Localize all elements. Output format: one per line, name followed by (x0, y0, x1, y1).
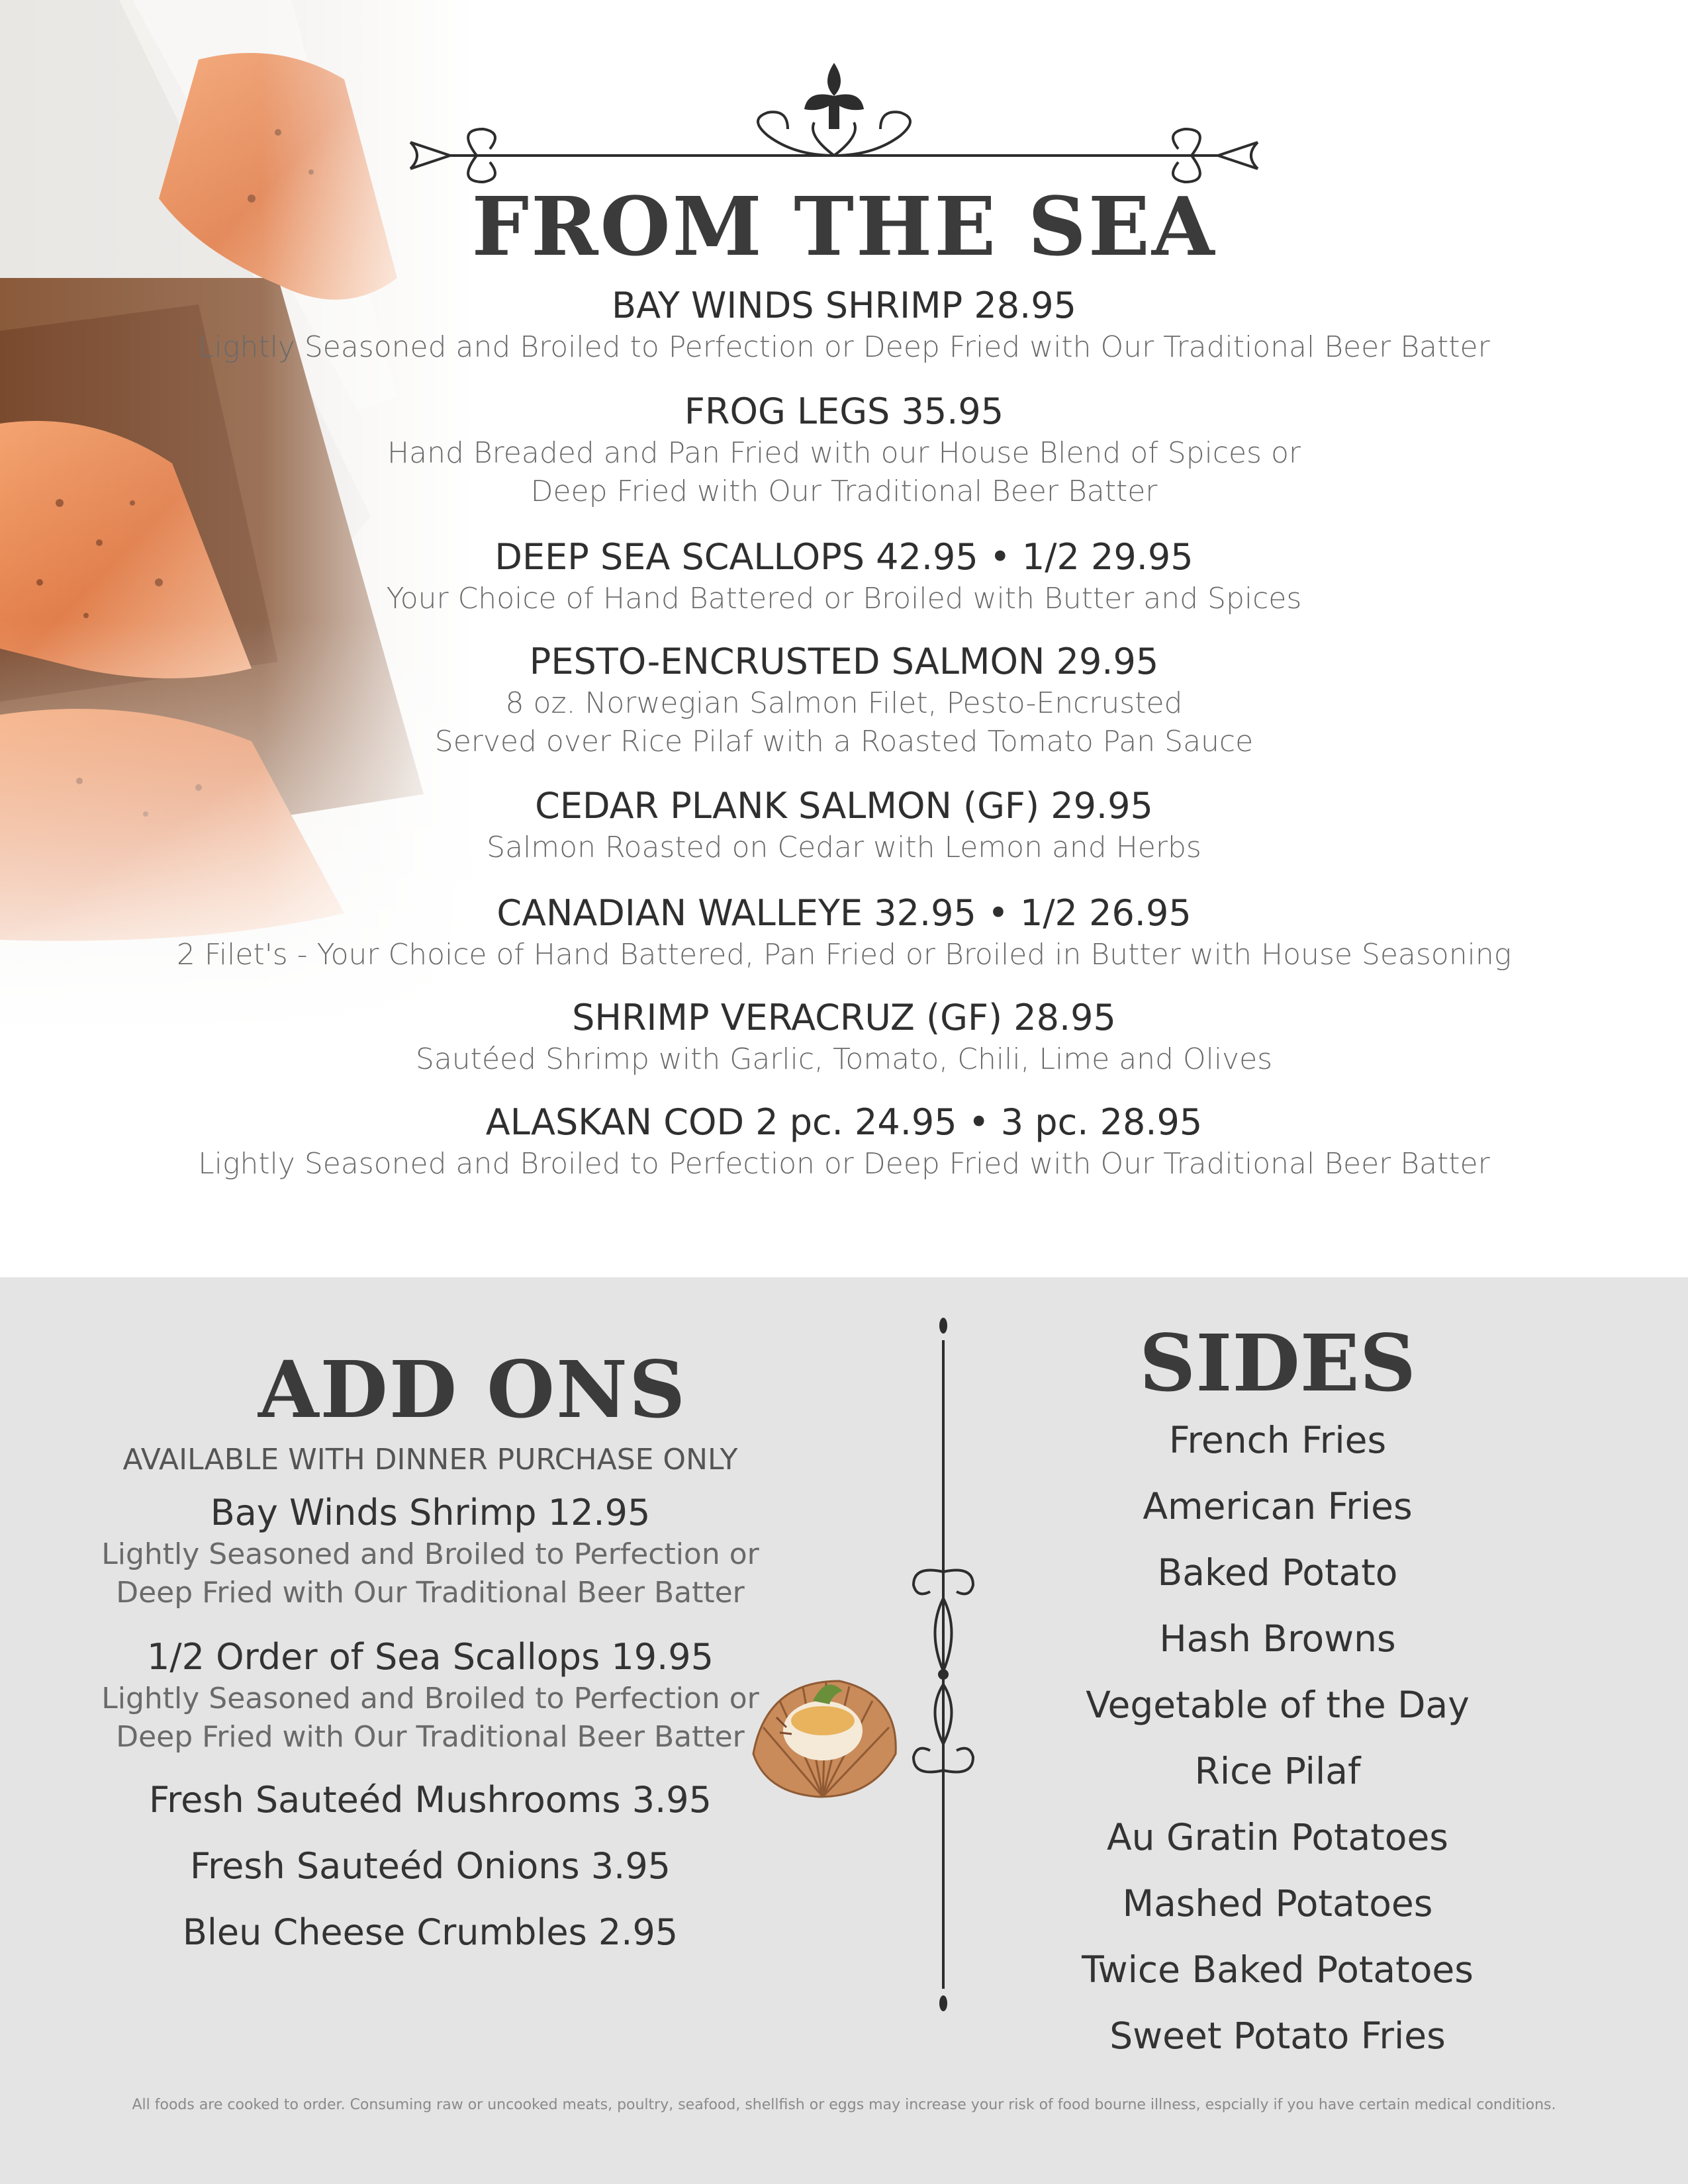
menu-item-description: Salmon Roasted on Cedar with Lemon and Herbs (487, 831, 1201, 864)
menu-item-description: Your Choice of Hand Battered or Broiled with Butter and Spices (386, 582, 1302, 615)
side-item: Rice Pilaf (1194, 1750, 1361, 1792)
section-title-from-the-sea: FROM THE SEA (471, 179, 1217, 274)
section-title-sides: SIDES (1139, 1317, 1416, 1409)
menu-item-description: Lightly Seasoned and Broiled to Perfection or Deep Fried with Our Traditional Beer Batter (198, 330, 1490, 364)
add-on-description: Deep Fried with Our Traditional Beer Batter (116, 1576, 745, 1610)
menu-item-name: FROG LEGS 35.95 (684, 390, 1004, 432)
add-on-name: Fresh Sauteéd Onions 3.95 (189, 1845, 671, 1887)
menu-item (165, 1100, 1523, 1183)
menu-item-name: CANADIAN WALLEYE 32.95 • 1/2 26.95 (496, 892, 1192, 934)
add-on-item (86, 1910, 774, 1955)
menu-item-name: SHRIMP VERACRUZ (GF) 28.95 (572, 997, 1116, 1038)
add-on-name: Bleu Cheese Crumbles 2.95 (182, 1911, 679, 1953)
menu-item-name: DEEP SEA SCALLOPS 42.95 • 1/2 29.95 (494, 536, 1194, 578)
menu-item-description: Lightly Seasoned and Broiled to Perfection or Deep Fried with Our Traditional Beer Batter (198, 1147, 1490, 1181)
menu-item-name: ALASKAN COD 2 pc. 24.95 • 3 pc. 28.95 (485, 1101, 1203, 1143)
menu-item (165, 535, 1523, 618)
side-item: American Fries (1143, 1485, 1413, 1527)
menu-item-description: Served over Rice Pilaf with a Roasted Tomato Pan Sauce (434, 725, 1254, 758)
menu-item-name: CEDAR PLANK SALMON (GF) 29.95 (535, 785, 1153, 827)
menu-item-description: Hand Breaded and Pan Fried with our House Blend of Spices or (387, 436, 1301, 470)
side-item: Hash Browns (1159, 1617, 1396, 1660)
side-item: Mashed Potatoes (1122, 1882, 1433, 1925)
scallop-image (740, 1655, 906, 1807)
side-item: Twice Baked Potatoes (1082, 1948, 1474, 1991)
menu-item-name: PESTO-ENCRUSTED SALMON 29.95 (529, 641, 1159, 682)
ornamental-divider (887, 1314, 1000, 2015)
add-on-description: Lightly Seasoned and Broiled to Perfection or (101, 1537, 759, 1571)
side-item: Vegetable of the Day (1086, 1684, 1470, 1726)
menu-item (165, 283, 1523, 367)
menu-item (165, 639, 1523, 761)
add-on-item (86, 1844, 774, 1889)
add-on-name: Bay Winds Shrimp 12.95 (210, 1492, 651, 1533)
menu-item-name: BAY WINDS SHRIMP 28.95 (612, 285, 1076, 326)
add-on-item (86, 1635, 774, 1756)
side-item: Au Gratin Potatoes (1107, 1816, 1448, 1858)
section-title-add-ons: ADD ONS (258, 1343, 687, 1435)
add-on-item (86, 1778, 774, 1823)
menu-item (165, 784, 1523, 867)
side-item: French Fries (1168, 1419, 1387, 1461)
add-on-name: Fresh Sauteéd Mushrooms 3.95 (149, 1779, 712, 1821)
menu-item-description: 2 Filet's - Your Choice of Hand Battered, Pan Fried or Broiled in Butter with House Seasoning (176, 938, 1512, 972)
menu-item-description: 8 oz. Norwegian Salmon Filet, Pesto-Encrusted (505, 686, 1183, 720)
add-on-description: Deep Fried with Our Traditional Beer Batter (116, 1720, 745, 1754)
add-on-item (86, 1490, 774, 1612)
menu-item (165, 891, 1523, 974)
add-on-name: 1/2 Order of Sea Scallops 19.95 (147, 1636, 714, 1678)
menu-item (165, 389, 1523, 511)
side-item: Sweet Potato Fries (1109, 2015, 1446, 2057)
add-on-description: Lightly Seasoned and Broiled to Perfection or (101, 1682, 759, 1715)
menu-item-description: Sautéed Shrimp with Garlic, Tomato, Chili, Lime and Olives (415, 1042, 1273, 1076)
menu-item (165, 995, 1523, 1079)
food-safety-disclaimer: All foods are cooked to order. Consuming raw or uncooked meats, poultry, seafood, shellfish or eggs may increase your risk of food bourne illness, espcially if you have certain medical conditions. (132, 2097, 1556, 2113)
add-ons-subtitle: AVAILABLE WITH DINNER PURCHASE ONLY (122, 1443, 738, 1477)
side-item: Baked Potato (1157, 1551, 1398, 1594)
menu-item-description: Deep Fried with Our Traditional Beer Batter (530, 475, 1158, 508)
sides-list (1013, 1410, 1542, 2071)
